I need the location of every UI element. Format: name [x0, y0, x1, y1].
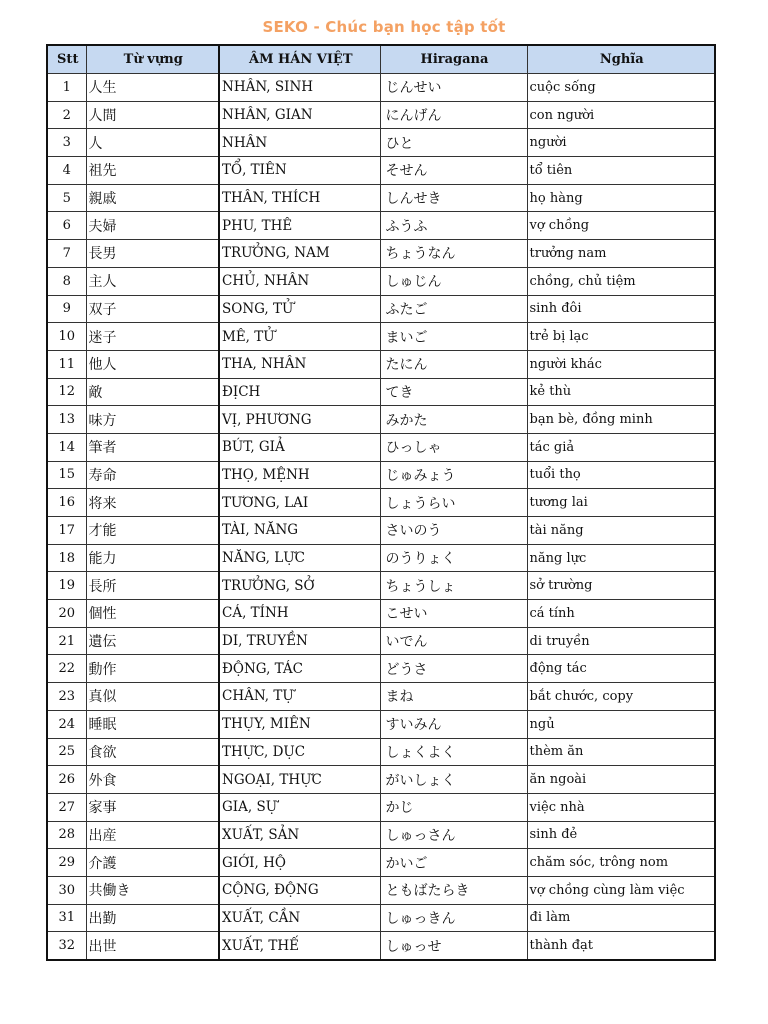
- han-viet-reading: MÊ, TỬ: [219, 323, 380, 351]
- han-viet-reading: TƯƠNG, LAI: [219, 489, 380, 517]
- han-viet-reading: NHÂN, GIAN: [219, 101, 380, 129]
- vocabulary-kanji: 出世: [86, 932, 219, 960]
- vocabulary-kanji: 個性: [86, 600, 219, 628]
- vocabulary-kanji: 筆者: [86, 433, 219, 461]
- han-viet-reading: NHÂN: [219, 129, 380, 157]
- table-row: [47, 101, 715, 129]
- meaning: tổ tiên: [527, 157, 715, 185]
- table-row: [47, 710, 715, 738]
- han-viet-reading: ĐỘNG, TÁC: [219, 655, 380, 683]
- hiragana-reading: しょうらい: [380, 489, 527, 517]
- hiragana-reading: しゅっせ: [380, 932, 527, 960]
- header-vocabulary: Từ vựng: [86, 45, 219, 74]
- row-number: 32: [47, 932, 86, 960]
- hiragana-reading: ともばたらき: [380, 876, 527, 904]
- meaning: thèm ăn: [527, 738, 715, 766]
- meaning: động tác: [527, 655, 715, 683]
- row-number: 20: [47, 600, 86, 628]
- hiragana-reading: たにん: [380, 350, 527, 378]
- meaning: năng lực: [527, 544, 715, 572]
- hiragana-reading: にんげん: [380, 101, 527, 129]
- row-number: 5: [47, 184, 86, 212]
- vocabulary-kanji: 夫婦: [86, 212, 219, 240]
- row-number: 24: [47, 710, 86, 738]
- table-row: [47, 932, 715, 960]
- row-number: 21: [47, 627, 86, 655]
- row-number: 28: [47, 821, 86, 849]
- han-viet-reading: XUẤT, THẾ: [219, 932, 380, 960]
- row-number: 23: [47, 683, 86, 711]
- hiragana-reading: こせい: [380, 600, 527, 628]
- han-viet-reading: TÀI, NĂNG: [219, 517, 380, 545]
- han-viet-reading: NĂNG, LỰC: [219, 544, 380, 572]
- han-viet-reading: THA, NHÂN: [219, 350, 380, 378]
- row-number: 4: [47, 157, 86, 185]
- vocabulary-kanji: 才能: [86, 517, 219, 545]
- table-body: [47, 74, 715, 961]
- hiragana-reading: まね: [380, 683, 527, 711]
- vocabulary-kanji: 主人: [86, 267, 219, 295]
- header-meaning: Nghĩa: [527, 45, 715, 74]
- hiragana-reading: どうさ: [380, 655, 527, 683]
- row-number: 14: [47, 433, 86, 461]
- hiragana-reading: ひっしゃ: [380, 433, 527, 461]
- row-number: 15: [47, 461, 86, 489]
- meaning: sinh đôi: [527, 295, 715, 323]
- hiragana-reading: てき: [380, 378, 527, 406]
- hiragana-reading: かいご: [380, 849, 527, 877]
- meaning: cá tính: [527, 600, 715, 628]
- row-number: 10: [47, 323, 86, 351]
- table-row: [47, 129, 715, 157]
- table-row: [47, 517, 715, 545]
- row-number: 25: [47, 738, 86, 766]
- hiragana-reading: まいご: [380, 323, 527, 351]
- table-row: [47, 876, 715, 904]
- table-row: [47, 849, 715, 877]
- vocabulary-kanji: 真似: [86, 683, 219, 711]
- table-row: [47, 544, 715, 572]
- han-viet-reading: SONG, TỬ: [219, 295, 380, 323]
- hiragana-reading: みかた: [380, 406, 527, 434]
- han-viet-reading: CHÂN, TỰ: [219, 683, 380, 711]
- vocabulary-table: [46, 44, 716, 961]
- vocabulary-kanji: 敵: [86, 378, 219, 406]
- page-title: SEKO - Chúc bạn học tập tốt: [262, 18, 506, 36]
- meaning: kẻ thù: [527, 378, 715, 406]
- hiragana-reading: しんせき: [380, 184, 527, 212]
- vocabulary-kanji: 遺伝: [86, 627, 219, 655]
- hiragana-reading: がいしょく: [380, 766, 527, 794]
- hiragana-reading: しょくよく: [380, 738, 527, 766]
- vocabulary-kanji: 食欲: [86, 738, 219, 766]
- han-viet-reading: THỌ, MỆNH: [219, 461, 380, 489]
- vocabulary-kanji: 人間: [86, 101, 219, 129]
- vocabulary-kanji: 介護: [86, 849, 219, 877]
- table-row: [47, 821, 715, 849]
- han-viet-reading: GIA, SỰ: [219, 793, 380, 821]
- table-row: [47, 184, 715, 212]
- row-number: 17: [47, 517, 86, 545]
- vocabulary-kanji: 長男: [86, 240, 219, 268]
- table-row: [47, 489, 715, 517]
- han-viet-reading: TRƯỞNG, SỞ: [219, 572, 380, 600]
- meaning: thành đạt: [527, 932, 715, 960]
- table-row: [47, 323, 715, 351]
- han-viet-reading: XUẤT, SẢN: [219, 821, 380, 849]
- vocabulary-kanji: 他人: [86, 350, 219, 378]
- vocabulary-kanji: 将来: [86, 489, 219, 517]
- hiragana-reading: じんせい: [380, 74, 527, 102]
- han-viet-reading: THÂN, THÍCH: [219, 184, 380, 212]
- row-number: 22: [47, 655, 86, 683]
- table-row: [47, 350, 715, 378]
- vocabulary-kanji: 祖先: [86, 157, 219, 185]
- vocabulary-kanji: 共働き: [86, 876, 219, 904]
- han-viet-reading: CỘNG, ĐỘNG: [219, 876, 380, 904]
- hiragana-reading: しゅっさん: [380, 821, 527, 849]
- han-viet-reading: XUẤT, CẦN: [219, 904, 380, 932]
- vocabulary-kanji: 睡眠: [86, 710, 219, 738]
- meaning: sinh đẻ: [527, 821, 715, 849]
- row-number: 1: [47, 74, 86, 102]
- vocabulary-kanji: 迷子: [86, 323, 219, 351]
- hiragana-reading: そせん: [380, 157, 527, 185]
- row-number: 6: [47, 212, 86, 240]
- meaning: ngủ: [527, 710, 715, 738]
- meaning: trưởng nam: [527, 240, 715, 268]
- han-viet-reading: PHU, THÊ: [219, 212, 380, 240]
- hiragana-reading: のうりょく: [380, 544, 527, 572]
- table-row: [47, 267, 715, 295]
- han-viet-reading: BÚT, GIẢ: [219, 433, 380, 461]
- table-row: [47, 655, 715, 683]
- vocabulary-kanji: 能力: [86, 544, 219, 572]
- meaning: họ hàng: [527, 184, 715, 212]
- meaning: cuộc sống: [527, 74, 715, 102]
- meaning: tương lai: [527, 489, 715, 517]
- meaning: ăn ngoài: [527, 766, 715, 794]
- han-viet-reading: VỊ, PHƯƠNG: [219, 406, 380, 434]
- meaning: bạn bè, đồng minh: [527, 406, 715, 434]
- vocabulary-kanji: 双子: [86, 295, 219, 323]
- table-row: [47, 433, 715, 461]
- hiragana-reading: しゅっきん: [380, 904, 527, 932]
- header-stt: Stt: [47, 45, 86, 74]
- han-viet-reading: CÁ, TÍNH: [219, 600, 380, 628]
- meaning: đi làm: [527, 904, 715, 932]
- meaning: tài năng: [527, 517, 715, 545]
- hiragana-reading: ちょうなん: [380, 240, 527, 268]
- vocabulary-kanji: 寿命: [86, 461, 219, 489]
- table-row: [47, 378, 715, 406]
- row-number: 13: [47, 406, 86, 434]
- row-number: 11: [47, 350, 86, 378]
- table-row: [47, 600, 715, 628]
- table-row: [47, 461, 715, 489]
- header-han-viet: ÂM HÁN VIỆT: [219, 45, 380, 74]
- hiragana-reading: さいのう: [380, 517, 527, 545]
- meaning: con người: [527, 101, 715, 129]
- meaning: sở trường: [527, 572, 715, 600]
- table-row: [47, 738, 715, 766]
- header-row: [47, 45, 715, 74]
- table-row: [47, 406, 715, 434]
- row-number: 8: [47, 267, 86, 295]
- han-viet-reading: GIỚI, HỘ: [219, 849, 380, 877]
- meaning: người khác: [527, 350, 715, 378]
- table-row: [47, 212, 715, 240]
- row-number: 31: [47, 904, 86, 932]
- han-viet-reading: CHỦ, NHÂN: [219, 267, 380, 295]
- meaning: chồng, chủ tiệm: [527, 267, 715, 295]
- row-number: 2: [47, 101, 86, 129]
- meaning: vợ chồng: [527, 212, 715, 240]
- han-viet-reading: THỰC, DỤC: [219, 738, 380, 766]
- meaning: chăm sóc, trông nom: [527, 849, 715, 877]
- table-row: [47, 904, 715, 932]
- vocabulary-kanji: 人生: [86, 74, 219, 102]
- table-row: [47, 683, 715, 711]
- han-viet-reading: NHÂN, SINH: [219, 74, 380, 102]
- hiragana-reading: いでん: [380, 627, 527, 655]
- vocabulary-kanji: 出産: [86, 821, 219, 849]
- row-number: 19: [47, 572, 86, 600]
- hiragana-reading: ふたご: [380, 295, 527, 323]
- header-hiragana: Hiragana: [380, 45, 527, 74]
- hiragana-reading: ひと: [380, 129, 527, 157]
- table-row: [47, 627, 715, 655]
- table-row: [47, 74, 715, 102]
- vocabulary-kanji: 人: [86, 129, 219, 157]
- table-row: [47, 572, 715, 600]
- row-number: 3: [47, 129, 86, 157]
- hiragana-reading: ちょうしょ: [380, 572, 527, 600]
- table-row: [47, 157, 715, 185]
- meaning: trẻ bị lạc: [527, 323, 715, 351]
- han-viet-reading: TỔ, TIÊN: [219, 157, 380, 185]
- hiragana-reading: しゅじん: [380, 267, 527, 295]
- vocabulary-kanji: 動作: [86, 655, 219, 683]
- row-number: 30: [47, 876, 86, 904]
- table-row: [47, 793, 715, 821]
- meaning: tác giả: [527, 433, 715, 461]
- han-viet-reading: TRƯỞNG, NAM: [219, 240, 380, 268]
- meaning: việc nhà: [527, 793, 715, 821]
- row-number: 18: [47, 544, 86, 572]
- meaning: vợ chồng cùng làm việc: [527, 876, 715, 904]
- row-number: 9: [47, 295, 86, 323]
- vocabulary-kanji: 長所: [86, 572, 219, 600]
- row-number: 26: [47, 766, 86, 794]
- hiragana-reading: ふうふ: [380, 212, 527, 240]
- vocabulary-kanji: 出勤: [86, 904, 219, 932]
- meaning: bắt chước, copy: [527, 683, 715, 711]
- han-viet-reading: THỤY, MIÊN: [219, 710, 380, 738]
- vocabulary-kanji: 外食: [86, 766, 219, 794]
- row-number: 16: [47, 489, 86, 517]
- meaning: tuổi thọ: [527, 461, 715, 489]
- meaning: người: [527, 129, 715, 157]
- hiragana-reading: じゅみょう: [380, 461, 527, 489]
- hiragana-reading: かじ: [380, 793, 527, 821]
- table-row: [47, 240, 715, 268]
- meaning: di truyền: [527, 627, 715, 655]
- han-viet-reading: ĐỊCH: [219, 378, 380, 406]
- han-viet-reading: NGOẠI, THỰC: [219, 766, 380, 794]
- vocabulary-kanji: 家事: [86, 793, 219, 821]
- row-number: 7: [47, 240, 86, 268]
- row-number: 12: [47, 378, 86, 406]
- row-number: 29: [47, 849, 86, 877]
- vocabulary-kanji: 親戚: [86, 184, 219, 212]
- table-row: [47, 295, 715, 323]
- row-number: 27: [47, 793, 86, 821]
- vocabulary-kanji: 味方: [86, 406, 219, 434]
- hiragana-reading: すいみん: [380, 710, 527, 738]
- han-viet-reading: DI, TRUYỀN: [219, 627, 380, 655]
- table-row: [47, 766, 715, 794]
